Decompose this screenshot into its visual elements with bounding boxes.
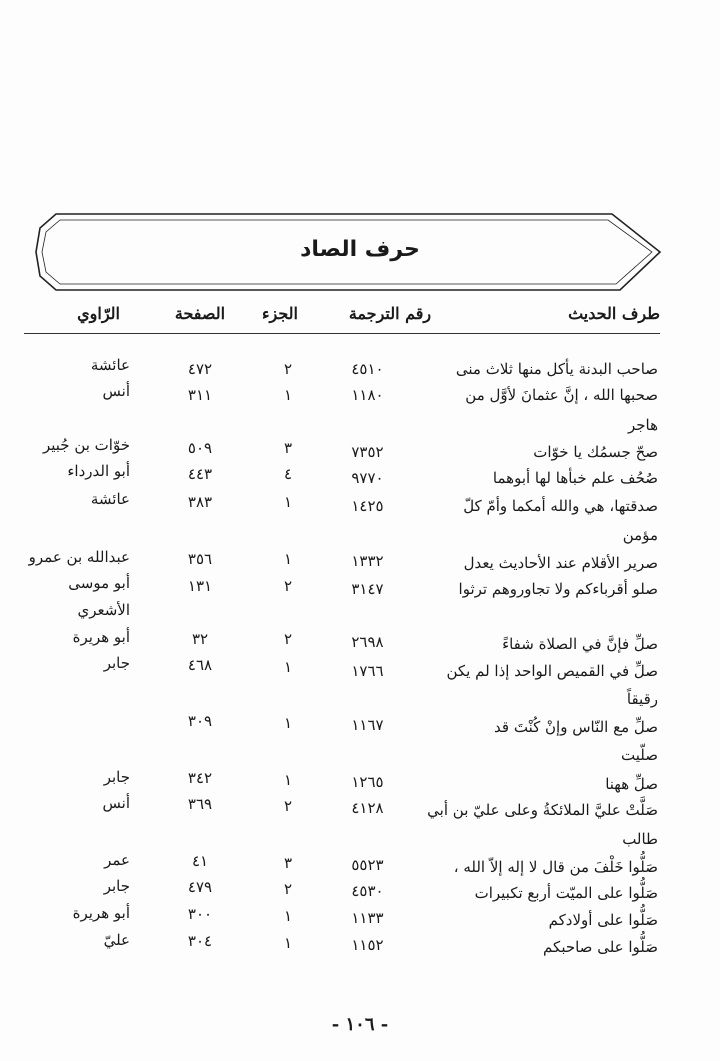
row-juz: ١	[283, 493, 293, 511]
row-safha: ٣٠٤	[187, 932, 213, 950]
row-juz: ١	[283, 714, 293, 732]
row-tarf-continuation: مؤمن	[622, 526, 658, 544]
row-raqm: ١٧٦٦	[351, 662, 384, 680]
row-juz: ١	[283, 907, 293, 925]
row-raqm: ٧٣٥٢	[351, 443, 384, 461]
row-raqm: ١٤٢٥	[351, 497, 384, 515]
row-juz: ١	[283, 771, 293, 789]
row-safha: ٤٧٢	[187, 360, 213, 378]
column-header-juz: الجزء	[262, 304, 298, 323]
row-tarf: صَلَّتْ عليَّ الملائكةُ وعلى عليّ بن أبي	[427, 801, 658, 819]
row-rawi: جابر	[103, 768, 130, 786]
row-juz: ١	[283, 934, 293, 952]
row-tarf: صحبها الله ، إنَّ عثمانَ لأوَّل من	[465, 386, 658, 404]
row-raqm: ٤٥٣٠	[351, 882, 384, 900]
row-raqm: ٤١٢٨	[351, 799, 384, 817]
row-rawi-continuation: الأشعري	[77, 601, 130, 619]
row-juz: ١	[283, 550, 293, 568]
row-raqm: ٢٦٩٨	[351, 633, 384, 651]
row-juz: ٢	[283, 797, 293, 815]
row-rawi: أنس	[102, 794, 130, 812]
column-header-raqm: رقم الترجمة	[348, 304, 432, 323]
row-juz: ٢	[283, 577, 293, 595]
row-rawi: خوّات بن جُبير	[42, 436, 130, 454]
row-juz: ٢	[283, 360, 293, 378]
header-rule	[24, 333, 660, 334]
row-rawi: جابر	[103, 877, 130, 895]
row-raqm: ٣١٤٧	[351, 580, 384, 598]
section-banner	[0, 0, 720, 300]
row-raqm: ٩٧٧٠	[351, 469, 384, 487]
column-header-safha: الصفحة	[174, 304, 226, 323]
row-tarf: صلو أقرباءكم ولا تجاوروهم ترثوا	[458, 580, 658, 598]
row-safha: ٤١	[191, 852, 209, 870]
row-safha: ٤٤٣	[187, 465, 213, 483]
row-tarf: صاحب البدنة يأكل منها ثلاث منى	[455, 360, 658, 378]
row-tarf: صلِّ مع النّاس وإنْ كُنْتَ قد	[494, 718, 658, 736]
column-header-tarf: طرف الحديث	[568, 304, 660, 323]
row-safha: ٣٠٠	[187, 905, 213, 923]
row-rawi: جابر	[103, 654, 130, 672]
row-juz: ٣	[283, 439, 293, 457]
row-raqm: ٤٥١٠	[351, 360, 384, 378]
row-tarf: صَلُّوا خَلْفَ من قال لا إله إلاّ الله ،	[453, 858, 658, 876]
row-juz: ٤	[283, 465, 293, 483]
row-tarf: صَلُّوا على الميّت أربع تكبيرات	[474, 884, 658, 902]
row-tarf: صَلُّوا على صاحبكم	[543, 938, 658, 956]
row-safha: ٣٦٩	[187, 795, 213, 813]
row-tarf-continuation: طالب	[622, 830, 658, 848]
row-rawi: عائشة	[90, 356, 130, 374]
row-raqm: ١١٣٣	[351, 909, 384, 927]
row-safha: ٤٦٨	[187, 656, 213, 674]
row-raqm: ٥٥٢٣	[351, 856, 384, 874]
section-title: حرف الصاد	[300, 237, 420, 262]
row-tarf: صَلُّوا على أولادكم	[548, 911, 658, 929]
row-safha: ٣١١	[187, 386, 213, 404]
row-raqm: ١١٦٧	[351, 716, 384, 734]
row-tarf-continuation: رقيقاً	[626, 690, 658, 708]
row-tarf: صلِّ في القميص الواحد إذا لم يكن	[446, 662, 658, 680]
row-juz: ٢	[283, 630, 293, 648]
row-rawi: أبو هريرة	[72, 628, 130, 646]
row-tarf: صرير الأقلام عند الأحاديث يعدل	[463, 554, 658, 572]
row-tarf-continuation: هاجر	[627, 416, 658, 434]
row-rawi: أبو الدرداء	[67, 462, 130, 480]
row-rawi: عمر	[104, 851, 130, 869]
row-safha: ٣٢	[191, 630, 209, 648]
row-safha: ٣٠٩	[187, 712, 213, 730]
row-tarf: صحّ جسمُك يا خوّات	[533, 443, 658, 461]
row-rawi: أنس	[102, 382, 130, 400]
row-juz: ٢	[283, 880, 293, 898]
row-safha: ٤٧٩	[187, 878, 213, 896]
row-rawi: عليّ	[103, 931, 130, 949]
row-tarf: صلِّ فإنَّ في الصلاة شفاءً	[502, 635, 658, 653]
row-rawi: أبو موسى	[68, 574, 130, 592]
row-tarf: صدقتها، هي والله أمكما وأمّ كلّ	[463, 497, 658, 515]
row-tarf: صلِّ ههنا	[605, 775, 658, 793]
row-tarf: صُحُف علم خبأها لها أبوهما	[492, 469, 658, 487]
row-rawi: أبو هريرة	[72, 904, 130, 922]
row-tarf-continuation: صلّيت	[621, 746, 658, 764]
row-raqm: ١٣٣٢	[351, 552, 384, 570]
row-safha: ٣٥٦	[187, 550, 213, 568]
row-safha: ١٣١	[187, 577, 213, 595]
row-safha: ٥٠٩	[187, 439, 213, 457]
column-header-rawi: الرّاوي	[77, 304, 120, 323]
row-safha: ٣٤٢	[187, 769, 213, 787]
row-rawi: عبدالله بن عمرو	[28, 548, 130, 566]
row-raqm: ١١٥٢	[351, 936, 384, 954]
row-juz: ١	[283, 386, 293, 404]
row-rawi: عائشة	[90, 490, 130, 508]
row-juz: ٣	[283, 854, 293, 872]
row-safha: ٣٨٣	[187, 493, 213, 511]
row-juz: ١	[283, 658, 293, 676]
row-raqm: ١١٨٠	[351, 386, 384, 404]
page-number: - ١٠٦ -	[331, 1014, 389, 1035]
row-raqm: ١٢٦٥	[351, 773, 384, 791]
